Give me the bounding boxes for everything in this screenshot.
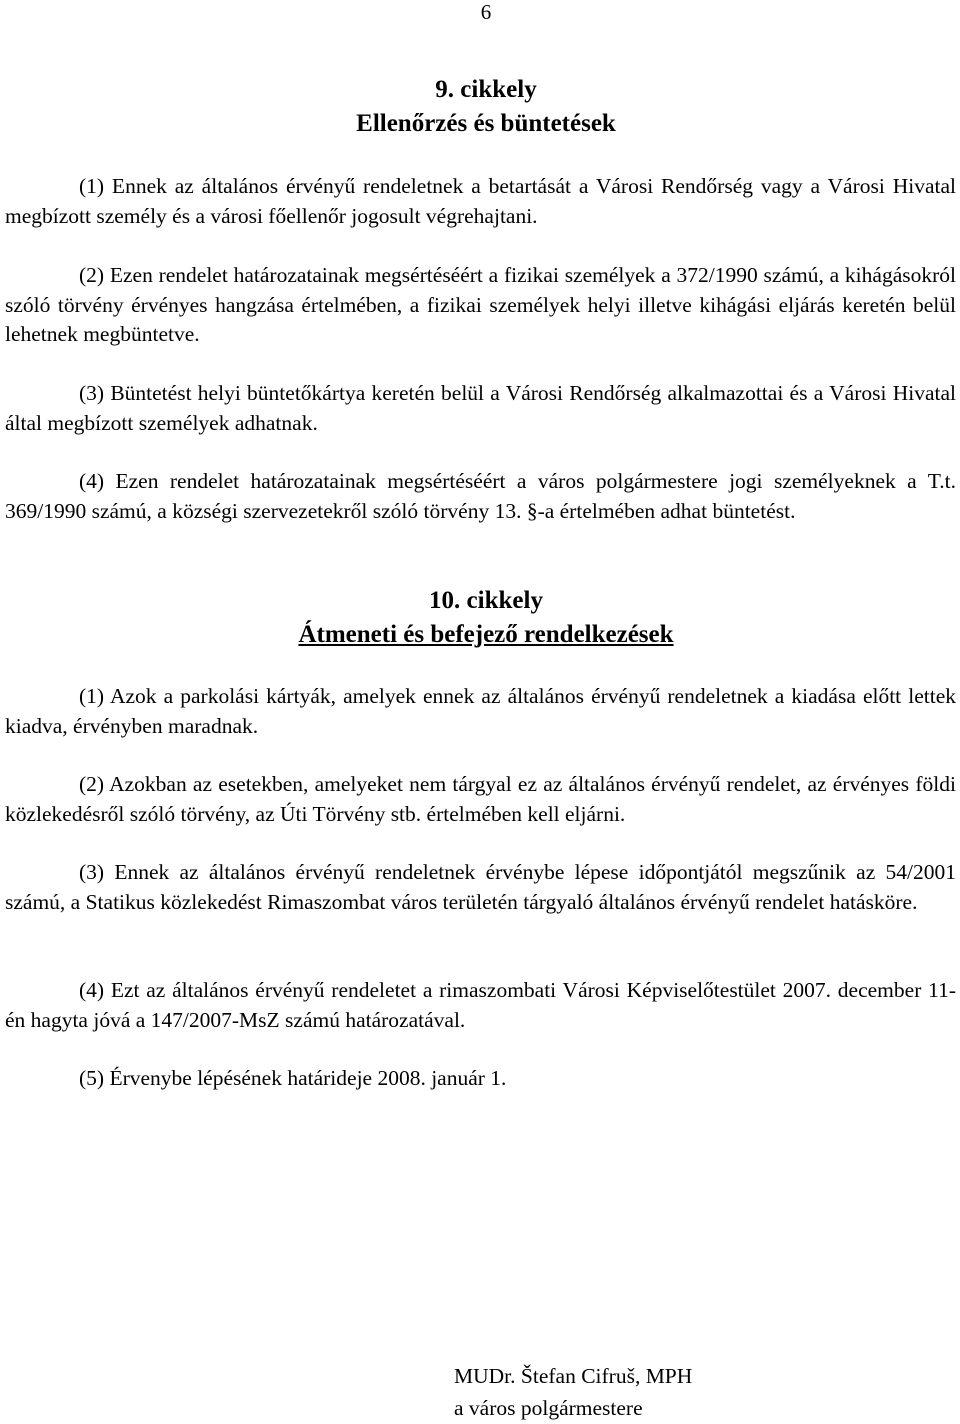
page-number: 6 [480,0,492,24]
signature-role: a város polgármestere [454,1396,643,1420]
section-9-paragraph-4: (4) Ezen rendelet határozatainak megsértéséért a város polgármestere jogi személyeknek a T.t. 369/1990 számú, a községi szervezetekről szóló törvény 13. §-a értelmében adhat büntetést. [5,469,956,523]
section-9-paragraph-1: (1) Ennek az általános érvényű rendeletnek a betartását a Városi Rendőrség vagy a Városi Hivatal megbízott személy és a városi főellenőr jogosult végrehajtani. [5,174,956,228]
section-10-number: 10. cikkely [429,587,543,614]
section-10-paragraph-3: (3) Ennek az általános érvényű rendeletnek érvénybe lépese időpontjától megszűnik az 54/2001 számú, a Statikus közlekedést Rimaszombat város területén tárgyaló általános érvényű rendelet hatásköre. [5,860,956,914]
section-10-title: Átmeneti és befejező rendelkezések [298,621,674,648]
section-9-paragraph-2: (2) Ezen rendelet határozatainak megsértéséért a fizikai személyek a 372/1990 számú, a kihágásokról szóló törvény érvényes hangzása értelmében, a fizikai személyek helyi illetve kihágási eljárás keretén belül lehetnek megbüntetve. [5,263,956,346]
section-9-paragraph-3: (3) Büntetést helyi büntetőkártya keretén belül a Városi Rendőrség alkalmazottai és a Városi Hivatal által megbízott személyek adhatnak. [5,381,956,435]
signature-block [454,1360,692,1424]
signature-name: MUDr. Štefan Cifruš, MPH [454,1364,693,1388]
section-10-paragraph-4: (4) Ezt az általános érvényű rendeletet a rimaszombati Városi Képviselőtestület 2007. december 11-én hagyta jóvá a 147/2007-MsZ számú határozatával. [5,978,956,1032]
section-9-heading [0,73,960,141]
section-9-number: 9. cikkely [435,76,537,103]
section-9-title: Ellenőrzés és büntetések [356,110,616,137]
section-10-paragraph-5: (5) Érvenybe lépésének határideje 2008. január 1. [79,1066,507,1090]
section-10-heading [0,584,960,652]
section-10-paragraph-2: (2) Azokban az esetekben, amelyeket nem tárgyal ez az általános érvényű rendelet, az érvényes földi közlekedésről szóló törvény, az Úti Törvény stb. értelmében kell eljárni. [5,772,956,826]
section-10-paragraph-1: (1) Azok a parkolási kártyák, amelyek ennek az általános érvényű rendeletnek a kiadása előtt lettek kiadva, érvényben maradnak. [5,684,956,738]
